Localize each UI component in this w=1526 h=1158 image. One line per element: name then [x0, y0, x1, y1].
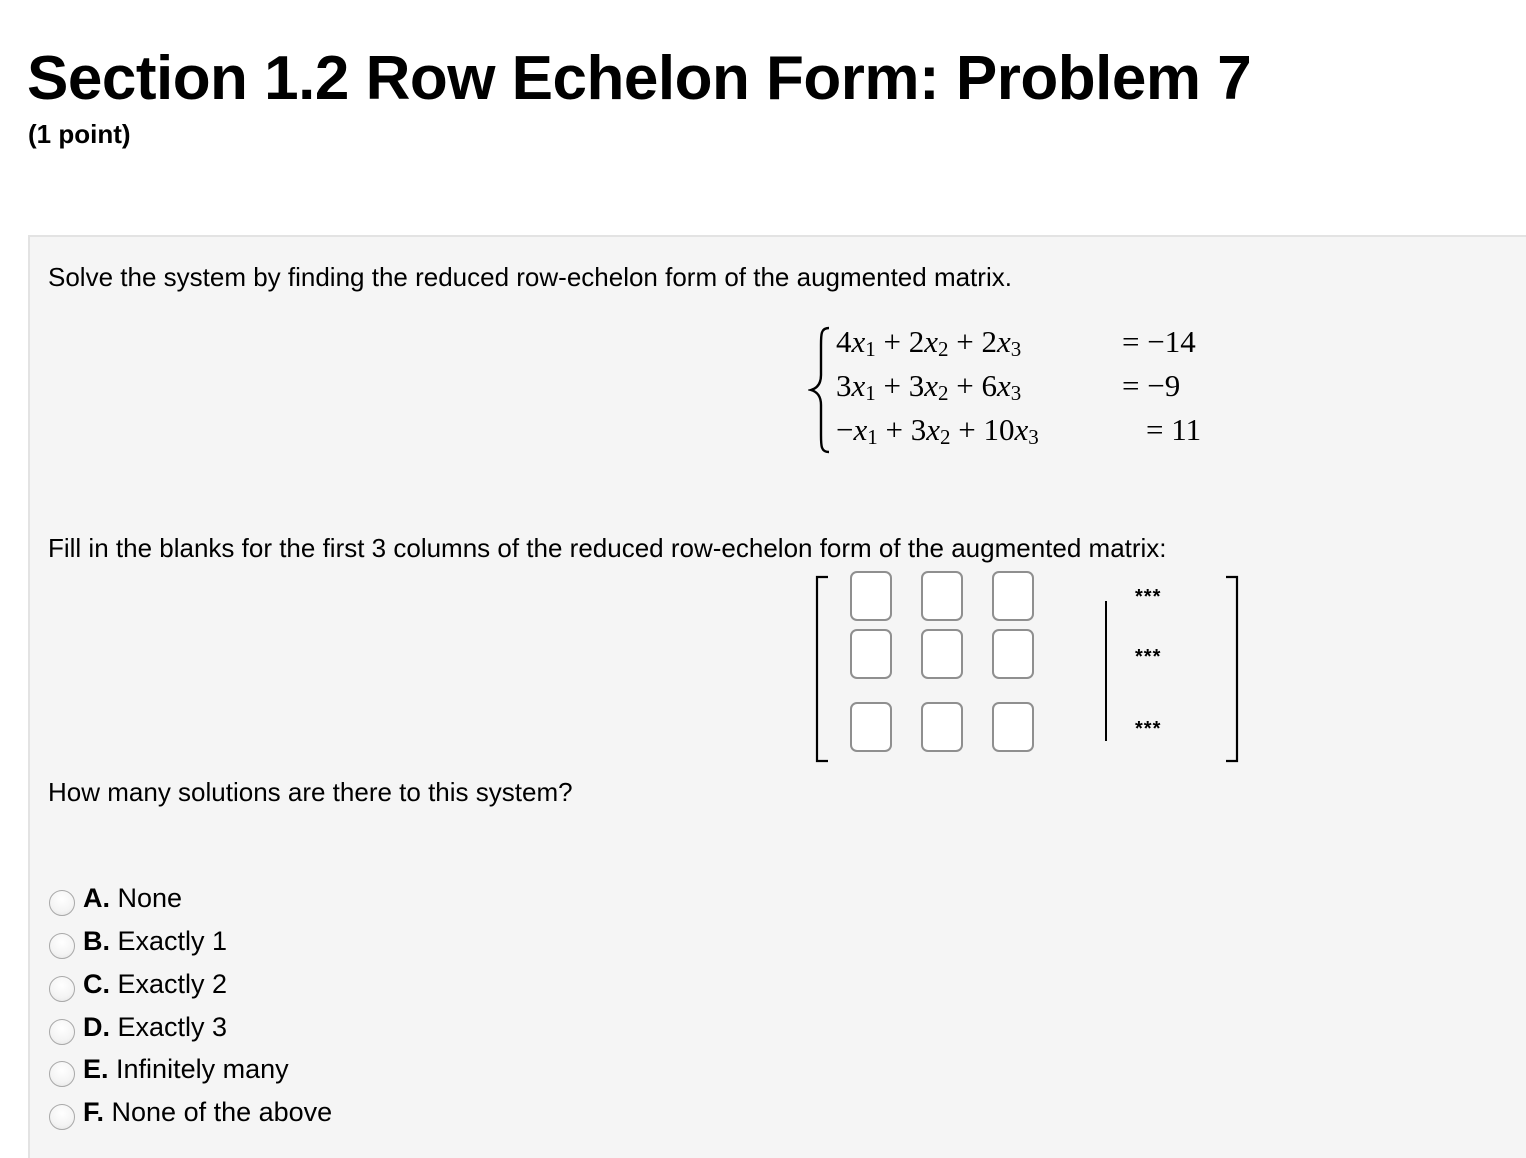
choice-c[interactable]: C. Exactly 2 — [30, 963, 430, 997]
radio-choice-e[interactable] — [49, 1061, 75, 1087]
page-title: Section 1.2 Row Echelon Form: Problem 7 — [27, 44, 1252, 113]
matrix-cell-r3-c3[interactable] — [992, 702, 1034, 752]
rhs-placeholder-r2: *** — [1135, 646, 1162, 668]
rhs-placeholder-r3: *** — [1135, 718, 1162, 740]
rhs-value-3: 11 — [1171, 412, 1202, 447]
equation-row-1: $4x_1 + 2x_2 + 2x_3$ = −14 — [836, 324, 1196, 361]
radio-choice-f[interactable] — [49, 1104, 75, 1130]
choice-e[interactable]: E. Infinitely many — [30, 1048, 430, 1082]
matrix-cell-r1-c1[interactable] — [850, 571, 892, 621]
radio-choice-c[interactable] — [49, 976, 75, 1002]
rhs-value-1: −14 — [1147, 324, 1196, 359]
equation-row-3: $-x_1 + 3x_2 + 10x_3$ = 11 — [836, 412, 1202, 449]
matrix-left-bracket — [814, 571, 830, 767]
matrix-cell-r2-c2[interactable] — [921, 629, 963, 679]
matrix-cell-r2-c1[interactable] — [850, 629, 892, 679]
matrix-cell-r3-c1[interactable] — [850, 702, 892, 752]
matrix-cell-r1-c2[interactable] — [921, 571, 963, 621]
matrix-cell-r1-c3[interactable] — [992, 571, 1034, 621]
choice-list — [30, 877, 630, 1147]
equation-system — [808, 323, 1248, 463]
choice-b[interactable]: B. Exactly 1 — [30, 920, 430, 954]
points-label: (1 point) — [28, 119, 131, 149]
matrix-cell-r2-c3[interactable] — [992, 629, 1034, 679]
augmented-matrix — [814, 571, 1254, 771]
choice-f[interactable]: F. None of the above — [30, 1091, 430, 1125]
rhs-placeholder-r1: *** — [1135, 586, 1162, 608]
instruction-text: Solve the system by finding the reduced row-echelon form of the augmented matrix. — [48, 262, 1012, 292]
matrix-cell-r3-c2[interactable] — [921, 702, 963, 752]
left-brace — [808, 325, 836, 455]
equation-row-2: $3x_1 + 3x_2 + 6x_3$ = −9 — [836, 368, 1181, 405]
augment-divider — [1105, 601, 1107, 741]
choice-a[interactable]: A. None — [30, 877, 430, 911]
rhs-value-2: −9 — [1147, 368, 1181, 403]
solutions-question: How many solutions are there to this system? — [48, 777, 573, 807]
radio-choice-d[interactable] — [49, 1019, 75, 1045]
radio-choice-a[interactable] — [49, 890, 75, 916]
fill-prompt-text: Fill in the blanks for the first 3 columns of the reduced row-echelon form of the augmented matrix: — [48, 533, 1167, 563]
problem-panel — [28, 235, 1526, 1158]
radio-choice-b[interactable] — [49, 933, 75, 959]
matrix-right-bracket — [1224, 571, 1240, 767]
choice-d[interactable]: D. Exactly 3 — [30, 1006, 430, 1040]
